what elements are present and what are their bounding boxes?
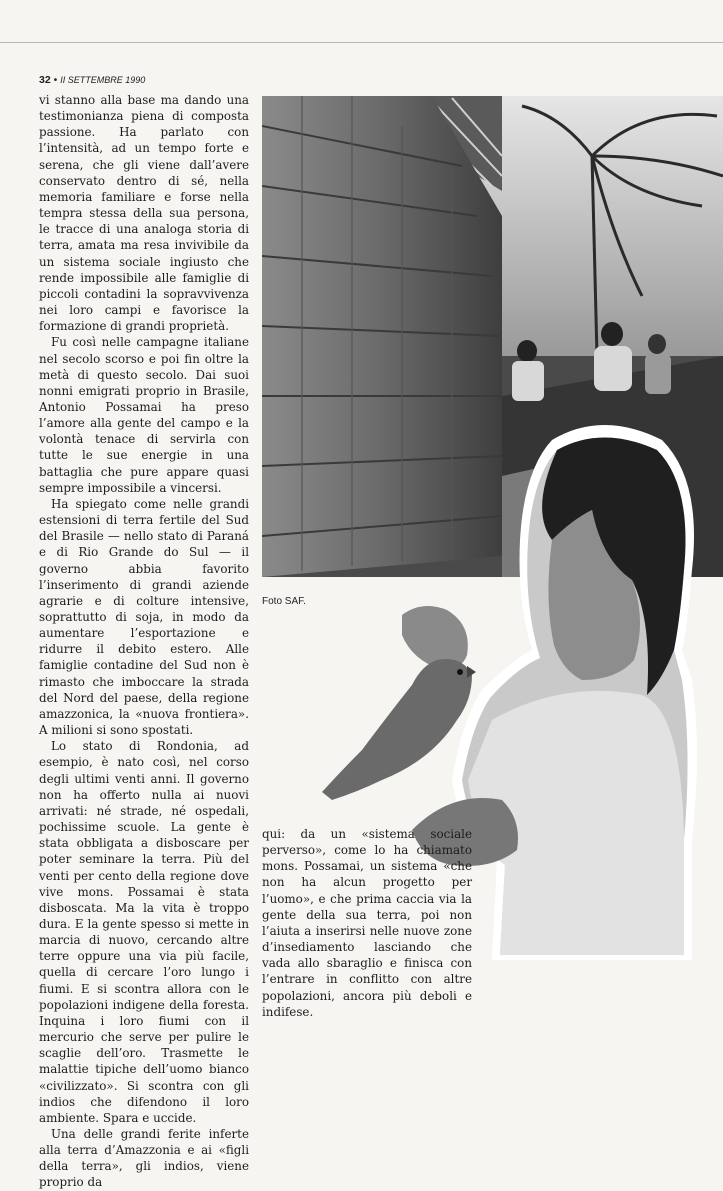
paragraph: vi stanno alla base ma dando una testimonianza piena di composta passione. Ha parlato con l’intensità, ad un tempo forte e serena, che gli viene dall’avere conservato dentro di sé, nella memoria familiare e forse nella tempra stessa della sua persona, le tracce di una analoga storia di terra, amata ma resa invivibile da un sistema sociale ingiusto che rende impossibile alle famiglie di piccoli contadini la sopravvivenza nei loro campi e favorisce la formazione di grandi proprietà. bbox=[39, 93, 249, 334]
header-separator: • bbox=[53, 74, 58, 86]
page-number: 32 bbox=[39, 74, 51, 86]
issue-date: II SETTEMBRE 1990 bbox=[60, 75, 146, 85]
paragraph: qui: da un «sistema sociale perverso», come lo ha chiamato mons. Possamai, un sistema «che non ha alcun progetto per l’uomo», e che prima caccia via la gente della sua terra, poi non l’aiuta a inserirsi nelle nuove zone d’insediamento lasciando che vada allo sbaraglio e finisca con l’entrare in conflitto con altre popolazioni, ancora più deboli e indifese. bbox=[262, 827, 472, 1019]
paragraph: Una delle grandi ferite inferte alla terra d’Amazzonia e ai «figli della terra», gli indios, viene proprio da bbox=[39, 1127, 249, 1190]
paragraph: Fu così nelle campagne italiane nel secolo scorso e poi fin oltre la metà di questo secolo. Dai suoi nonni emigrati proprio in Brasile, Antonio Possamai ha preso l’amore alla gente del campo e la volontà tenace di servirla con tutte le sue energie in una battaglia che pure appare quasi sempre impossibile a vincersi. bbox=[39, 335, 249, 495]
paragraph: Lo stato di Rondonia, ad esempio, è nato così, nel corso degli ultimi venti anni. Il governo non ha offerto nulla ai nuovi arrivati: né strade, né ospedali, pochissime scuole. La gente è stata obbligata a disboscare per poter seminare la terra. Più del venti per cento della regione dove vive mons. Possamai è stata disboscata. Ma la vita è troppo dura. E la gente spesso si mette in marcia di nuovo, cercando altre terre oppure una via più facile, quella di cercare l’oro lungo i fiumi. E si scontra allora con le popolazioni indigene della foresta. Inquina i loro fiumi con il mercurio che serve per pulire le scaglie dell’oro. Trasmette le malattie tipiche dell’uomo bianco «civilizzato». Si scontra con gli indios che difendono il loro ambiente. Spara e uccide. bbox=[39, 739, 249, 1125]
photo-caption: Foto SAF. bbox=[262, 596, 306, 607]
paragraph: Ha spiegato come nelle grandi estensioni di terra fertile del Sud del Brasile — nello stato di Paraná e di Rio Grande do Sul — il governo abbia favorito l’inserimento di grandi aziende agrarie e di colture intensive, soprattutto di soja, in modo da aumentare l’esportazione e ridurre il debito estero. Alle famiglie contadine del Sud non è rimasto che imboccare la strada del Nord del paese, della regione amazzonica, la «nuova frontiera». A milioni si sono spostati. bbox=[39, 496, 249, 738]
page-header bbox=[39, 74, 145, 86]
article-bottom-column bbox=[262, 826, 472, 1020]
article-left-column bbox=[39, 92, 249, 1191]
top-rule bbox=[0, 42, 723, 43]
